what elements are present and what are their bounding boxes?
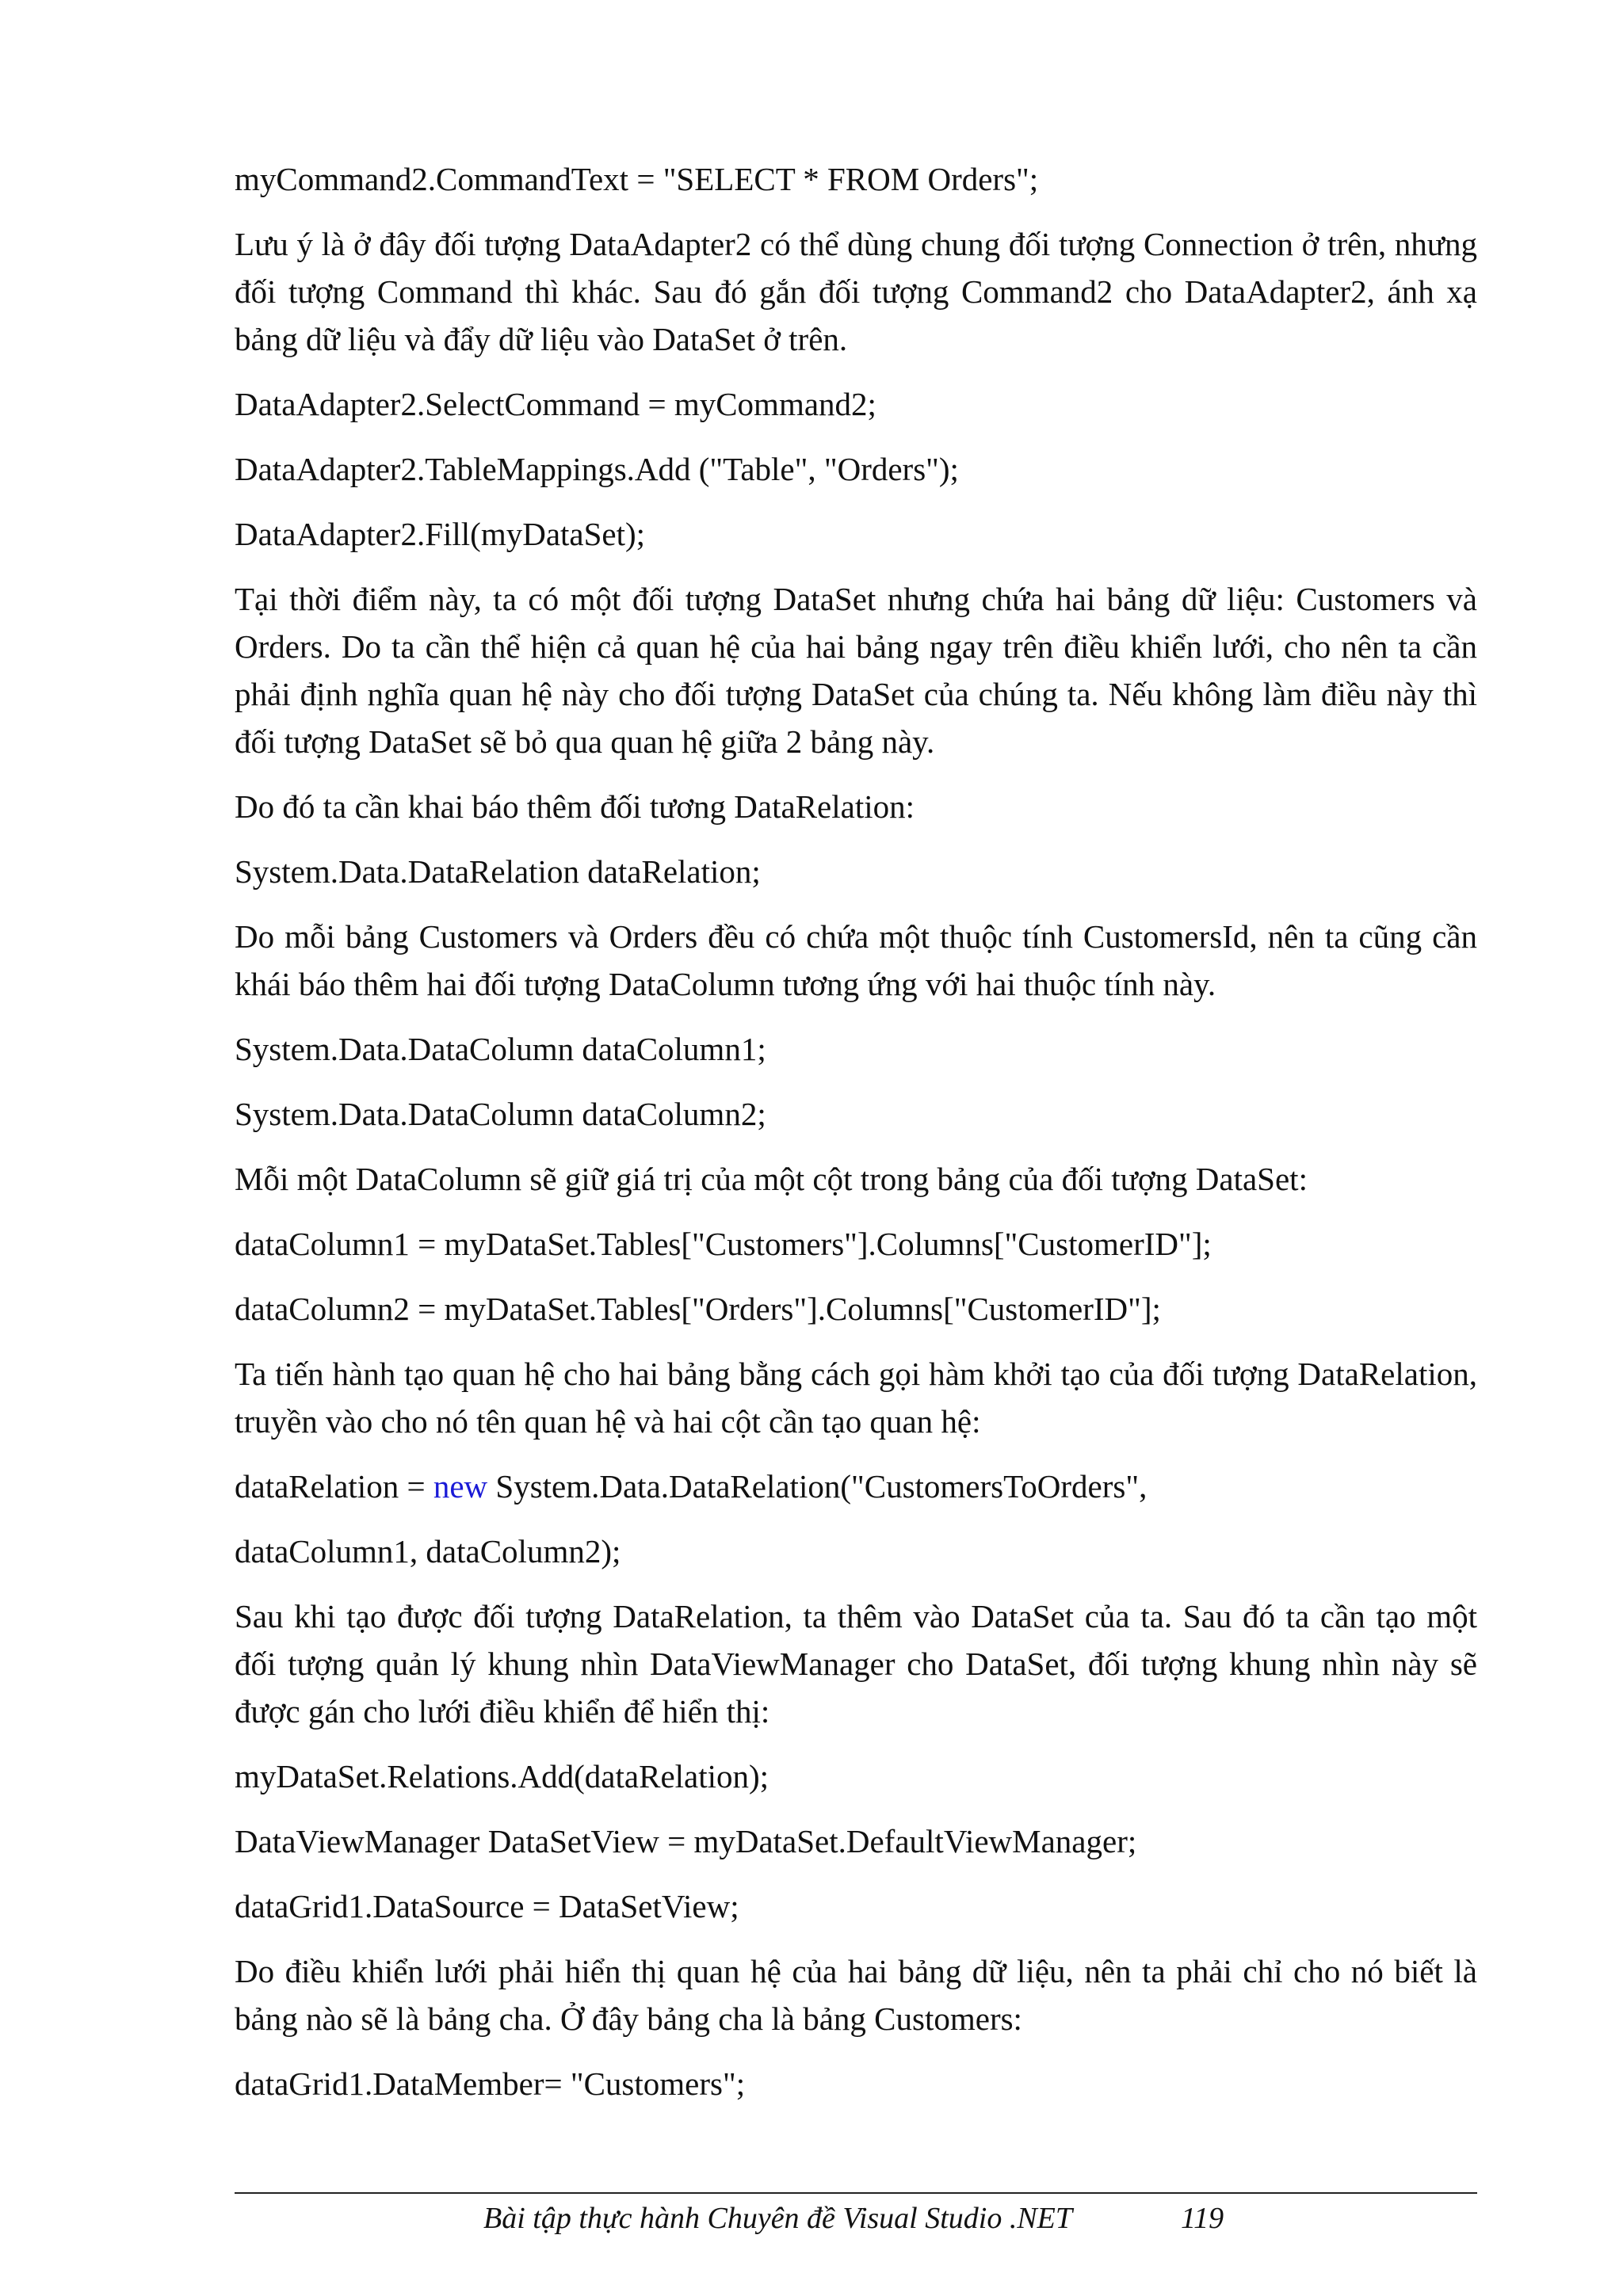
code-command-text: myCommand2.CommandText = "SELECT * FROM Orders"; <box>235 161 1039 197</box>
code-keyword-new: new <box>433 1468 488 1505</box>
page-number: 119 <box>1181 2202 1224 2235</box>
code-datamember: dataGrid1.DataMember= "Customers"; <box>235 2065 746 2102</box>
paragraph-column-value: Mỗi một DataColumn sẽ giữ giá trị của một cột trong bảng của đối tượng DataSet: <box>235 1161 1308 1197</box>
paragraph-columns: Do mỗi bảng Customers và Orders đều có chứa một thuộc tính CustomersId, nên ta cũng cần khái báo thêm hai đối tượng DataColumn tương ứng với hai thuộc tính này. <box>235 918 1477 1002</box>
code-datasource: dataGrid1.DataSource = DataSetView; <box>235 1888 739 1924</box>
code-column2-assign: dataColumn2 = myDataSet.Tables["Orders"].Columns["CustomerID"]; <box>235 1291 1161 1327</box>
code-table-mappings: DataAdapter2.TableMappings.Add ("Table", "Orders"); <box>235 451 959 487</box>
code-column1-declaration: System.Data.DataColumn dataColumn1; <box>235 1031 766 1067</box>
paragraph-note-adapter: Lưu ý là ở đây đối tượng DataAdapter2 có thể dùng chung đối tượng Connection ở trên, nhưng đối tượng Command thì khác. Sau đó gắn đối tượng Command2 cho DataAdapter2, ánh xạ bảng dữ liệu và đẩy dữ liệu vào DataSet ở trên. <box>235 226 1477 357</box>
code-relation-declaration: System.Data.DataRelation dataRelation; <box>235 853 761 890</box>
code-select-command: DataAdapter2.SelectCommand = myCommand2; <box>235 386 876 422</box>
code-view-manager: DataViewManager DataSetView = myDataSet.DefaultViewManager; <box>235 1823 1137 1859</box>
code-relations-add: myDataSet.Relations.Add(dataRelation); <box>235 1758 769 1794</box>
paragraph-declare-relation: Do đó ta cần khai báo thêm đối tương DataRelation: <box>235 788 915 825</box>
code-relation-new <box>235 1463 1477 1510</box>
footer-divider <box>235 2192 1477 2194</box>
paragraph-parent-table: Do điều khiển lưới phải hiển thị quan hệ của hai bảng dữ liệu, nên ta phải chỉ cho nó biết là bảng nào sẽ là bảng cha. Ở đây bảng cha là bảng Customers: <box>235 1953 1477 2037</box>
code-column2-declaration: System.Data.DataColumn dataColumn2; <box>235 1096 766 1132</box>
paragraph-view-manager: Sau khi tạo được đối tượng DataRelation, ta thêm vào DataSet của ta. Sau đó ta cần tạo một đối tượng quản lý khung nhìn DataViewManager cho DataSet, đối tượng khung nhìn này sẽ được gán cho lưới điều khiển để hiển thị: <box>235 1598 1477 1730</box>
paragraph-two-tables: Tại thời điểm này, ta có một đối tượng DataSet nhưng chứa hai bảng dữ liệu: Customers và Orders. Do ta cần thể hiện cả quan hệ của hai bảng ngay trên điều khiển lưới, cho nên ta cần phải định nghĩa quan hệ này cho đối tượng DataSet của chúng ta. Nếu không làm điều này thì đối tượng DataSet sẽ bỏ qua quan hệ giữa 2 bảng này. <box>235 581 1477 760</box>
page-footer <box>235 2199 1477 2238</box>
code-relation-new-args: dataColumn1, dataColumn2); <box>235 1533 621 1569</box>
code-fill: DataAdapter2.Fill(myDataSet); <box>235 516 646 552</box>
code-relation-new-prefix: dataRelation = <box>235 1468 433 1505</box>
code-column1-assign: dataColumn1 = myDataSet.Tables["Customers"].Columns["CustomerID"]; <box>235 1226 1212 1262</box>
paragraph-create-relation: Ta tiến hành tạo quan hệ cho hai bảng bằng cách gọi hàm khởi tạo của đối tượng DataRelation, truyền vào cho nó tên quan hệ và hai cột cần tạo quan hệ: <box>235 1356 1477 1440</box>
page-body <box>235 155 1477 2125</box>
footer-title: Bài tập thực hành Chuyên đề Visual Studio .NET <box>483 2202 1073 2235</box>
code-relation-new-suffix: System.Data.DataRelation("CustomersToOrders", <box>487 1468 1148 1505</box>
